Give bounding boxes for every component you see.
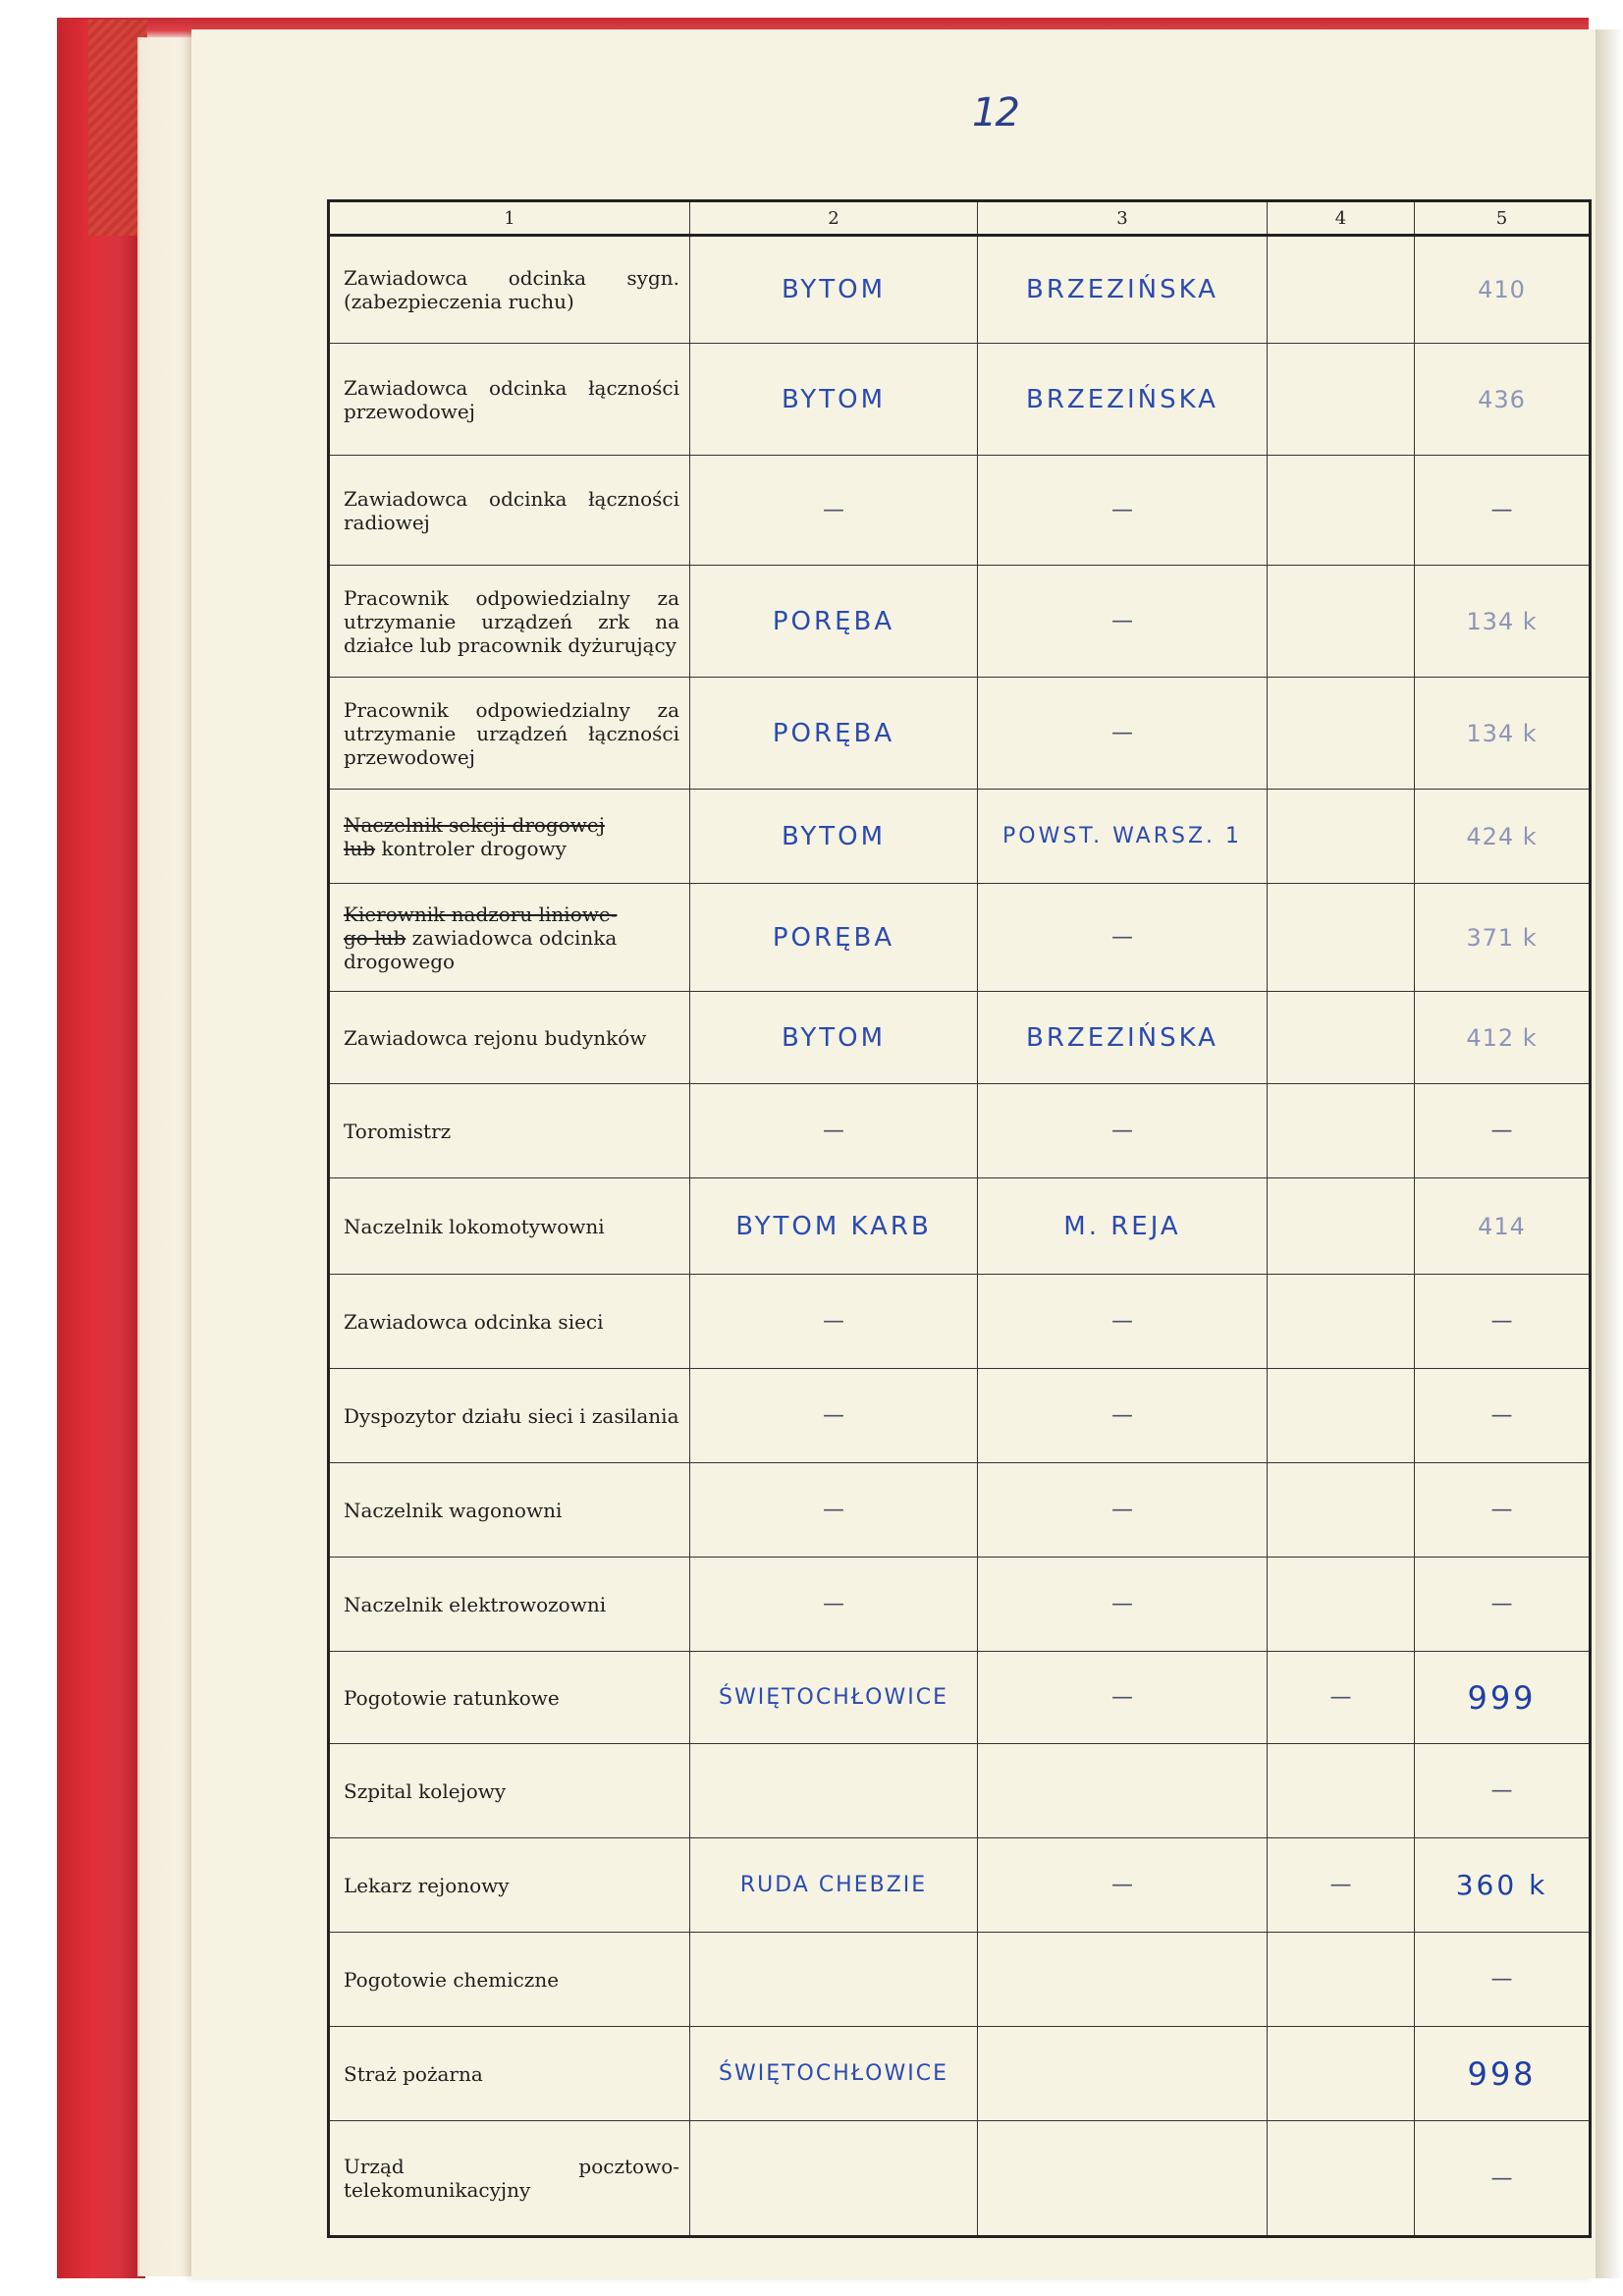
street-cell (978, 1933, 1268, 2027)
function-cell: Lekarz rejonowy (329, 1838, 690, 1933)
street-cell: — (978, 1275, 1268, 1369)
street-cell: BRZEZIŃSKA (978, 992, 1268, 1084)
phone-cell: 999 (1415, 1652, 1591, 1744)
binder-spine (57, 20, 145, 2278)
street-cell: M. REJA (978, 1178, 1268, 1275)
locality-cell: BYTOM (690, 344, 978, 456)
phone-cell: 360 k (1415, 1838, 1591, 1933)
col4-cell (1268, 1275, 1415, 1369)
function-cell: Zawiadowca odcinka łączności przewodowej (329, 344, 690, 456)
phone-cell: — (1415, 1369, 1591, 1463)
street-cell: — (978, 1369, 1268, 1463)
function-cell: Straż pożarna (329, 2027, 690, 2121)
function-cell: Naczelnik elektrowozowni (329, 1558, 690, 1652)
phone-cell: — (1415, 456, 1591, 566)
struck-conjunction: go lub (344, 925, 406, 950)
table-row (329, 2121, 1591, 2237)
phone-cell: 410 (1415, 236, 1591, 344)
column-header-1: 1 (329, 201, 690, 236)
col4-cell (1268, 1558, 1415, 1652)
function-cell: Dyspozytor działu sieci i zasilania (329, 1369, 690, 1463)
table-row (329, 1084, 1591, 1178)
locality-cell: — (690, 1275, 978, 1369)
street-cell: POWST. WARSZ. 1 (978, 790, 1268, 884)
table-row (329, 236, 1591, 344)
locality-cell: BYTOM (690, 236, 978, 344)
struck-conjunction: lub (344, 836, 376, 860)
table-row (329, 1275, 1591, 1369)
table-row (329, 790, 1591, 884)
phone-cell: 436 (1415, 344, 1591, 456)
col4-cell (1268, 1744, 1415, 1838)
col4-cell (1268, 456, 1415, 566)
phone-cell: 134 k (1415, 678, 1591, 790)
phone-cell: — (1415, 2121, 1591, 2237)
street-cell (978, 1744, 1268, 1838)
street-cell: — (978, 566, 1268, 678)
col4-cell (1268, 566, 1415, 678)
locality-cell: ŚWIĘTOCHŁOWICE (690, 2027, 978, 2121)
locality-cell: — (690, 1369, 978, 1463)
function-text: zawiadowca odcinka drogowego (344, 925, 618, 973)
col4-cell (1268, 678, 1415, 790)
street-cell: BRZEZIŃSKA (978, 236, 1268, 344)
function-cell: Pogotowie ratunkowe (329, 1652, 690, 1744)
locality-cell: PORĘBA (690, 566, 978, 678)
locality-cell: — (690, 1084, 978, 1178)
street-cell: — (978, 1838, 1268, 1933)
locality-cell: BYTOM (690, 790, 978, 884)
col4-cell (1268, 790, 1415, 884)
col4-cell (1268, 1463, 1415, 1558)
phone-cell: 414 (1415, 1178, 1591, 1275)
phone-cell: — (1415, 1463, 1591, 1558)
phone-cell: 371 k (1415, 884, 1591, 992)
function-cell: Pracownik odpowiedzialny za utrzymanie urządzeń zrk na działce lub pracownik dyżurujący (329, 566, 690, 678)
scan-margin (1596, 29, 1623, 2278)
table-row (329, 884, 1591, 992)
struck-title: Kierownik nadzoru liniowe- (344, 902, 618, 926)
phone-cell: 424 k (1415, 790, 1591, 884)
table-row (329, 992, 1591, 1084)
phone-cell: — (1415, 1275, 1591, 1369)
locality-cell: BYTOM KARB (690, 1178, 978, 1275)
phone-cell: 412 k (1415, 992, 1591, 1084)
locality-cell: — (690, 456, 978, 566)
street-cell: — (978, 1652, 1268, 1744)
table-row (329, 456, 1591, 566)
col4-cell (1268, 884, 1415, 992)
function-cell: Zawiadowca odcinka sygn. (zabezpieczenia ruchu) (329, 236, 690, 344)
street-cell (978, 2121, 1268, 2237)
table-row (329, 1744, 1591, 1838)
locality-cell: — (690, 1558, 978, 1652)
function-cell (329, 884, 690, 992)
street-cell: — (978, 1558, 1268, 1652)
col4-cell (1268, 344, 1415, 456)
table-row (329, 1369, 1591, 1463)
street-cell: — (978, 1463, 1268, 1558)
function-cell: Naczelnik wagonowni (329, 1463, 690, 1558)
phone-cell: — (1415, 1084, 1591, 1178)
col4-cell (1268, 992, 1415, 1084)
table-row (329, 678, 1591, 790)
function-cell: Urząd pocztowo-telekomunikacyjny (329, 2121, 690, 2237)
street-cell: BRZEZIŃSKA (978, 344, 1268, 456)
phone-cell: — (1415, 1744, 1591, 1838)
col4-cell (1268, 2027, 1415, 2121)
function-cell: Pracownik odpowiedzialny za utrzymanie urządzeń łączności przewodowej (329, 678, 690, 790)
page-number: 12 (972, 90, 1018, 136)
phone-cell: 134 k (1415, 566, 1591, 678)
col4-cell (1268, 1178, 1415, 1275)
table-row (329, 344, 1591, 456)
table-row (329, 1652, 1591, 1744)
function-cell: Zawiadowca odcinka łączności radiowej (329, 456, 690, 566)
function-cell: Zawiadowca rejonu budynków (329, 992, 690, 1084)
locality-cell: ŚWIĘTOCHŁOWICE (690, 1652, 978, 1744)
column-header-5: 5 (1415, 201, 1591, 236)
contact-register-table (327, 199, 1592, 2238)
col4-cell (1268, 1933, 1415, 2027)
struck-title: Naczelnik sekcji drogowej (344, 812, 605, 837)
function-cell: Pogotowie chemiczne (329, 1933, 690, 2027)
locality-cell (690, 1933, 978, 2027)
phone-cell: — (1415, 1558, 1591, 1652)
function-cell (329, 790, 690, 884)
table-row (329, 1933, 1591, 2027)
page-stack-edge (137, 37, 198, 2276)
locality-cell (690, 1744, 978, 1838)
column-header-3: 3 (978, 201, 1268, 236)
table-row (329, 2027, 1591, 2121)
locality-cell: RUDA CHEBZIE (690, 1838, 978, 1933)
street-cell: — (978, 1084, 1268, 1178)
locality-cell: BYTOM (690, 992, 978, 1084)
locality-cell (690, 2121, 978, 2237)
col4-cell: — (1268, 1652, 1415, 1744)
table-row (329, 1838, 1591, 1933)
function-text: kontroler drogowy (381, 836, 567, 860)
function-cell: Toromistrz (329, 1084, 690, 1178)
table-row (329, 1178, 1591, 1275)
locality-cell: PORĘBA (690, 678, 978, 790)
phone-cell: — (1415, 1933, 1591, 2027)
function-cell: Naczelnik lokomotywowni (329, 1178, 690, 1275)
street-cell: — (978, 678, 1268, 790)
function-cell: Szpital kolejowy (329, 1744, 690, 1838)
phone-cell: 998 (1415, 2027, 1591, 2121)
column-header-4: 4 (1268, 201, 1415, 236)
column-header-2: 2 (690, 201, 978, 236)
street-cell: — (978, 884, 1268, 992)
table-row (329, 1558, 1591, 1652)
street-cell: — (978, 456, 1268, 566)
col4-cell (1268, 2121, 1415, 2237)
locality-cell: — (690, 1463, 978, 1558)
locality-cell: PORĘBA (690, 884, 978, 992)
col4-cell: — (1268, 1838, 1415, 1933)
col4-cell (1268, 1084, 1415, 1178)
table-row (329, 1463, 1591, 1558)
table-row (329, 566, 1591, 678)
table-header-row (329, 201, 1591, 236)
col4-cell (1268, 1369, 1415, 1463)
function-cell: Zawiadowca odcinka sieci (329, 1275, 690, 1369)
col4-cell (1268, 236, 1415, 344)
street-cell (978, 2027, 1268, 2121)
